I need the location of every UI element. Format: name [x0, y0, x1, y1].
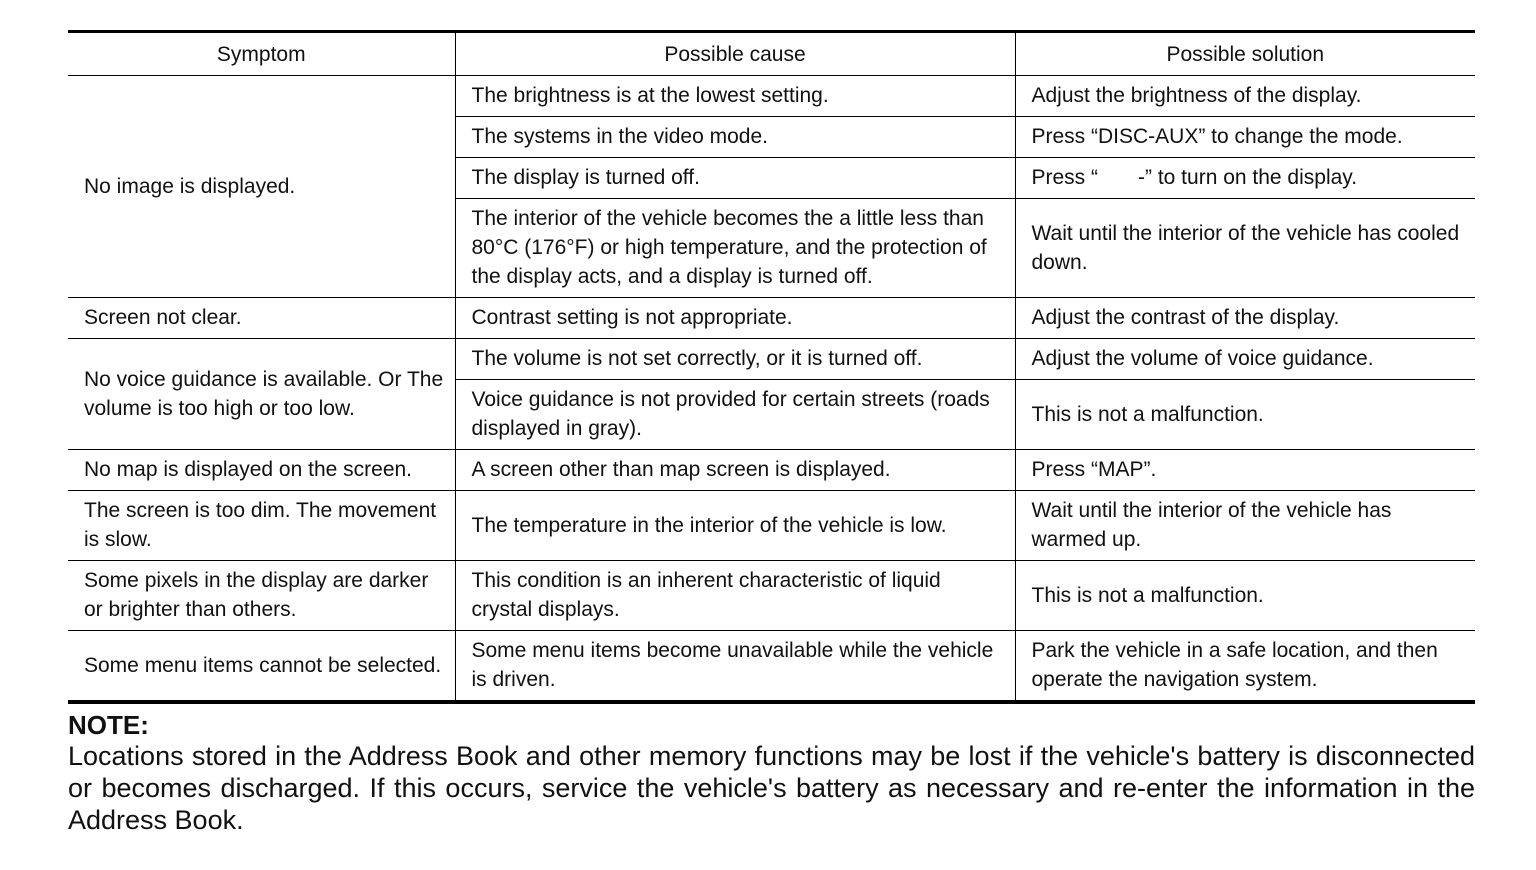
table-row: [68, 450, 1475, 491]
symptom-cell: No image is displayed.: [68, 76, 455, 298]
table-row: [68, 491, 1475, 561]
cause-cell: Some menu items become unavailable while the vehicle is driven.: [455, 631, 1015, 703]
solution-cell: This is not a malfunction.: [1015, 380, 1475, 450]
symptom-cell: No voice guidance is available. Or The volume is too high or too low.: [68, 339, 455, 450]
symptom-cell: The screen is too dim. The movement is slow.: [68, 491, 455, 561]
solution-cell: Adjust the volume of voice guidance.: [1015, 339, 1475, 380]
table-header-row: [68, 32, 1475, 76]
table-row: [68, 631, 1475, 703]
solution-cell: Park the vehicle in a safe location, and then operate the navigation system.: [1015, 631, 1475, 703]
cause-cell: This condition is an inherent characteristic of liquid crystal displays.: [455, 561, 1015, 631]
troubleshooting-page: [68, 30, 1475, 836]
symptom-cell: No map is displayed on the screen.: [68, 450, 455, 491]
note-label: NOTE:: [68, 710, 149, 740]
header-possible-solution: Possible solution: [1015, 32, 1475, 76]
cause-cell: Contrast setting is not appropriate.: [455, 298, 1015, 339]
cause-cell: The brightness is at the lowest setting.: [455, 76, 1015, 117]
solution-cell: Adjust the contrast of the display.: [1015, 298, 1475, 339]
symptom-cell: Some pixels in the display are darker or brighter than others.: [68, 561, 455, 631]
symptom-cell: Screen not clear.: [68, 298, 455, 339]
cause-cell: The temperature in the interior of the vehicle is low.: [455, 491, 1015, 561]
cause-cell: The systems in the video mode.: [455, 117, 1015, 158]
solution-cell: Press “MAP”.: [1015, 450, 1475, 491]
solution-text-suffix: -” to turn on the display.: [1138, 166, 1358, 189]
cause-cell: The interior of the vehicle becomes the a little less than 80°C (176°F) or high temperature, and the protection of the display acts, and a display is turned off.: [455, 199, 1015, 298]
note-text: Locations stored in the Address Book and other memory functions may be lost if the vehicle's battery is disconnected or becomes discharged. If this occurs, service the vehicle's battery as necessary and re-enter the information in the Address Book.: [68, 741, 1475, 835]
solution-text-prefix: Press “: [1031, 166, 1099, 189]
troubleshooting-table: [68, 30, 1475, 704]
solution-cell: Press “DISC-AUX” to change the mode.: [1015, 117, 1475, 158]
solution-cell: Adjust the brightness of the display.: [1015, 76, 1475, 117]
cause-cell: Voice guidance is not provided for certain streets (roads displayed in gray).: [455, 380, 1015, 450]
table-row: [68, 339, 1475, 380]
header-symptom: Symptom: [68, 32, 455, 76]
cause-cell: The volume is not set correctly, or it is turned off.: [455, 339, 1015, 380]
table-row: [68, 298, 1475, 339]
cause-cell: A screen other than map screen is displayed.: [455, 450, 1015, 491]
cause-cell: The display is turned off.: [455, 158, 1015, 199]
solution-cell: This is not a malfunction.: [1015, 561, 1475, 631]
table-row: [68, 76, 1475, 117]
table-row: [68, 561, 1475, 631]
symptom-cell: Some menu items cannot be selected.: [84, 653, 442, 677]
header-possible-cause: Possible cause: [455, 32, 1015, 76]
solution-cell: [1015, 158, 1475, 199]
note-section: [68, 710, 1475, 836]
solution-cell: Wait until the interior of the vehicle has cooled down.: [1015, 199, 1475, 298]
solution-cell: Wait until the interior of the vehicle has warmed up.: [1015, 491, 1475, 561]
